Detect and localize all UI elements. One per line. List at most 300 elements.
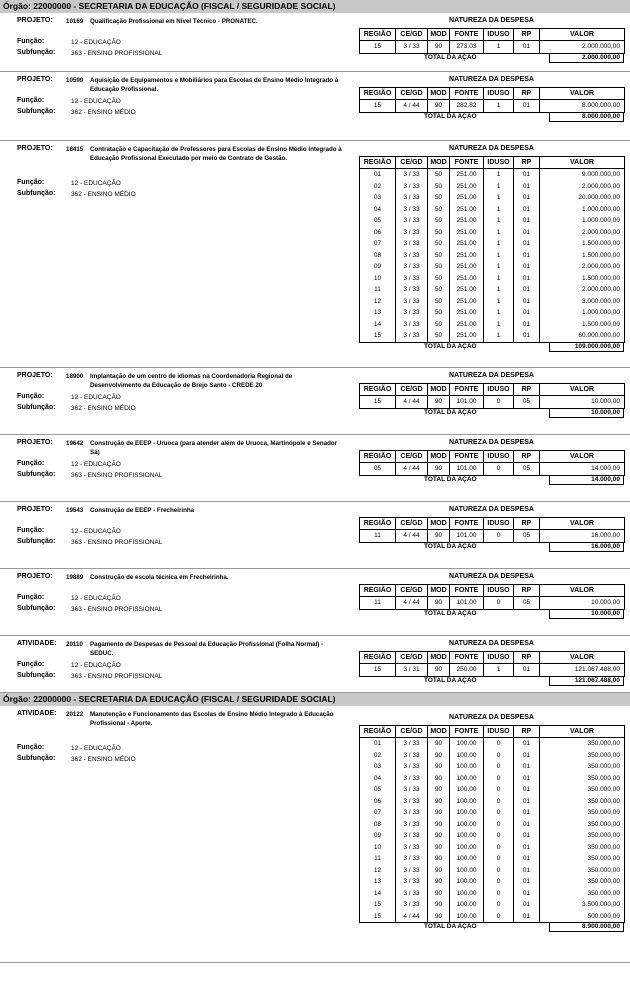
table-cell: 01 xyxy=(514,796,540,808)
table-cell: 251.00 xyxy=(450,169,484,181)
table-cell: 90 xyxy=(428,853,450,865)
table-cell: 10.000,00 xyxy=(540,396,625,409)
table-cell: 0 xyxy=(484,876,514,888)
table-cell: 90 xyxy=(428,842,450,854)
table-row xyxy=(360,319,625,331)
total-row xyxy=(359,676,624,687)
column-header: REGIÃO xyxy=(360,88,396,100)
funcao-label: Função: xyxy=(17,459,45,467)
table-row xyxy=(360,796,625,808)
action-code: 10599 xyxy=(66,77,84,84)
table-cell: 3 / 33 xyxy=(396,204,428,216)
table-row xyxy=(360,284,625,296)
table-cell: 0 xyxy=(484,911,514,923)
table-cell: 0 xyxy=(484,888,514,900)
table-cell: 90 xyxy=(428,807,450,819)
table-cell: 1 xyxy=(484,250,514,262)
table-cell: 100.00 xyxy=(450,819,484,831)
table-cell: 90 xyxy=(428,664,450,677)
column-header: REGIÃO xyxy=(360,518,396,530)
total-label: TOTAL DA AÇÃO xyxy=(424,923,477,930)
total-label: TOTAL DA AÇÃO xyxy=(424,342,477,350)
table-cell: 100.00 xyxy=(450,807,484,819)
action-kind: ATIVIDADE: xyxy=(17,710,57,717)
table-row xyxy=(360,761,625,773)
table-row xyxy=(360,597,625,610)
table-cell: 90 xyxy=(428,761,450,773)
column-header: VALOR xyxy=(540,585,625,597)
table-cell: 350.000,00 xyxy=(540,784,625,796)
total-label: TOTAL DA AÇÃO xyxy=(424,475,477,483)
table-cell: 3 / 33 xyxy=(396,181,428,193)
table-row xyxy=(360,784,625,796)
table-cell: 1 xyxy=(484,330,514,342)
table-cell: 02 xyxy=(360,181,396,193)
table-cell: 90 xyxy=(428,830,450,842)
table-cell: 3 / 33 xyxy=(396,784,428,796)
funcao-value: 12 - EDUCAÇÃO xyxy=(71,97,121,105)
total-row xyxy=(359,342,624,353)
column-header: CE/GD xyxy=(396,518,428,530)
table-cell: 3 / 33 xyxy=(396,215,428,227)
natureza-title: NATUREZA DA DESPESA xyxy=(449,506,534,513)
table-cell: 1 xyxy=(484,215,514,227)
table-cell: 90 xyxy=(428,899,450,911)
table-cell: 90 xyxy=(428,911,450,923)
table-cell: 03 xyxy=(360,761,396,773)
table-row xyxy=(360,842,625,854)
funcao-label: Função: xyxy=(17,660,45,668)
table-cell: 4 / 44 xyxy=(396,100,428,113)
table-cell: 3 / 33 xyxy=(396,319,428,331)
column-header: MOD xyxy=(428,88,450,100)
table-cell: 50 xyxy=(428,330,450,342)
table-cell: 100.00 xyxy=(450,899,484,911)
natureza-title: NATUREZA DA DESPESA xyxy=(449,145,534,152)
table-cell: 350.000,00 xyxy=(540,773,625,785)
action-section xyxy=(0,141,630,368)
table-cell: 90 xyxy=(428,100,450,113)
column-header: FONTE xyxy=(450,652,484,664)
table-cell: 4 / 44 xyxy=(396,396,428,409)
table-cell: 90 xyxy=(428,784,450,796)
action-section xyxy=(0,636,630,693)
subfuncao-value: 363 - ENSINO PROFISSIONAL xyxy=(71,49,163,57)
table-cell: 3 / 33 xyxy=(396,261,428,273)
table-cell: 3 / 31 xyxy=(396,664,428,677)
table-row xyxy=(360,192,625,204)
table-cell: 11 xyxy=(360,530,396,543)
funcao-value: 12 - EDUCAÇÃO xyxy=(71,180,121,187)
table-cell: 1.000.000,00 xyxy=(540,307,625,319)
natureza-title: NATUREZA DA DESPESA xyxy=(449,439,534,446)
table-cell: 250.00 xyxy=(450,664,484,677)
action-code: 18415 xyxy=(66,146,84,153)
expense-table xyxy=(359,651,625,677)
table-cell: 05 xyxy=(514,463,540,476)
total-row xyxy=(359,609,624,620)
table-row xyxy=(360,750,625,762)
table-cell: 3.000.000,00 xyxy=(540,296,625,308)
table-cell: 3 / 33 xyxy=(396,807,428,819)
action-code: 10169 xyxy=(66,18,84,25)
column-header: CE/GD xyxy=(396,726,428,738)
table-cell: 0 xyxy=(484,819,514,831)
table-cell: 251.00 xyxy=(450,284,484,296)
column-header: REGIÃO xyxy=(360,726,396,738)
funcao-value: 12 - EDUCAÇÃO xyxy=(71,745,121,752)
table-cell: 15 xyxy=(360,330,396,342)
table-cell: 01 xyxy=(514,761,540,773)
action-section xyxy=(0,435,630,502)
action-description: Pagamento de Despesas de Pessoal da Educação Profissional (Folha Normal) - SEDUC. xyxy=(90,641,324,657)
table-cell: 350.000,00 xyxy=(540,807,625,819)
table-row xyxy=(360,819,625,831)
table-cell: 01 xyxy=(514,750,540,762)
table-cell: 2.000.000,00 xyxy=(540,227,625,239)
table-cell: 100.00 xyxy=(450,750,484,762)
table-cell: 1.000.000,00 xyxy=(540,204,625,216)
column-header: RP xyxy=(514,157,540,169)
total-row xyxy=(359,53,624,64)
table-cell: 3 / 33 xyxy=(396,41,428,54)
table-cell: 50 xyxy=(428,204,450,216)
table-cell: 90 xyxy=(428,750,450,762)
natureza-title: NATUREZA DA DESPESA xyxy=(449,372,534,379)
action-section xyxy=(0,13,630,72)
table-cell: 90 xyxy=(428,888,450,900)
table-cell: 01 xyxy=(360,738,396,750)
column-header: RP xyxy=(514,88,540,100)
table-cell: 121.067.488,00 xyxy=(540,664,625,677)
column-header: IDUSO xyxy=(484,29,514,41)
table-cell: 01 xyxy=(514,227,540,239)
table-cell: 01 xyxy=(514,250,540,262)
column-header: IDUSO xyxy=(484,157,514,169)
column-header: REGIÃO xyxy=(360,451,396,463)
subfuncao-label: Subfunção: xyxy=(17,537,56,545)
table-cell: 350.000,00 xyxy=(540,750,625,762)
table-cell: 01 xyxy=(514,807,540,819)
table-cell: 1 xyxy=(484,41,514,54)
table-cell: 3 / 33 xyxy=(396,842,428,854)
funcao-value: 12 - EDUCAÇÃO xyxy=(71,393,121,401)
table-cell: 08 xyxy=(360,819,396,831)
total-value: 8.900.000,00 xyxy=(582,923,620,930)
total-label: TOTAL DA AÇÃO xyxy=(424,676,477,684)
table-cell: 3 / 33 xyxy=(396,853,428,865)
total-value: 2.000.000,00 xyxy=(582,53,620,61)
table-cell: 50 xyxy=(428,238,450,250)
table-row xyxy=(360,227,625,239)
column-header: IDUSO xyxy=(484,88,514,100)
subfuncao-label: Subfunção: xyxy=(17,604,56,612)
funcao-value: 12 - EDUCAÇÃO xyxy=(71,38,121,46)
table-cell: 3 / 33 xyxy=(396,830,428,842)
table-cell: 0 xyxy=(484,773,514,785)
table-cell: 01 xyxy=(514,888,540,900)
table-row xyxy=(360,100,625,113)
column-header: RP xyxy=(514,29,540,41)
table-cell: 10 xyxy=(360,273,396,285)
table-cell: 1 xyxy=(484,664,514,677)
table-row xyxy=(360,664,625,677)
table-cell: 16.000,00 xyxy=(540,530,625,543)
table-cell: 15 xyxy=(360,396,396,409)
action-section xyxy=(0,72,630,141)
table-cell: 3 / 33 xyxy=(396,899,428,911)
subfuncao-value: 362 - ENSINO MÉDIO xyxy=(71,108,136,116)
table-cell: 01 xyxy=(514,215,540,227)
table-cell: 1 xyxy=(484,261,514,273)
subfuncao-value: 362 - ENSINO MÉDIO xyxy=(71,756,136,763)
table-cell: 1 xyxy=(484,169,514,181)
table-cell: 100.00 xyxy=(450,784,484,796)
table-cell: 3 / 33 xyxy=(396,761,428,773)
table-cell: 50 xyxy=(428,215,450,227)
table-cell: 90 xyxy=(428,773,450,785)
table-row xyxy=(360,876,625,888)
table-cell: 12 xyxy=(360,865,396,877)
subfuncao-value: 362 - ENSINO MÉDIO xyxy=(71,404,136,412)
table-cell: 3 / 33 xyxy=(396,888,428,900)
table-cell: 07 xyxy=(360,807,396,819)
expense-table xyxy=(359,383,625,409)
column-header: IDUSO xyxy=(484,518,514,530)
column-header: RP xyxy=(514,451,540,463)
table-cell: 50 xyxy=(428,319,450,331)
table-cell: 9.000.000,00 xyxy=(540,169,625,181)
column-header: FONTE xyxy=(450,384,484,396)
table-cell: 101.00 xyxy=(450,597,484,610)
table-cell: 13 xyxy=(360,876,396,888)
natureza-title: NATUREZA DA DESPESA xyxy=(449,714,534,721)
orgao-header: Órgão: 22000000 - SECRETARIA DA EDUCAÇÃO (FISCAL / SEGURIDADE SOCIAL) xyxy=(0,0,630,13)
table-cell: 90 xyxy=(428,396,450,409)
table-cell: 01 xyxy=(514,911,540,923)
table-row xyxy=(360,330,625,342)
funcao-label: Função: xyxy=(17,96,45,104)
table-cell: 0 xyxy=(484,807,514,819)
table-row xyxy=(360,169,625,181)
table-cell: 04 xyxy=(360,204,396,216)
table-cell: 350.000,00 xyxy=(540,842,625,854)
table-cell: 100.00 xyxy=(450,773,484,785)
table-cell: 15 xyxy=(360,664,396,677)
column-header: IDUSO xyxy=(484,384,514,396)
column-header: MOD xyxy=(428,157,450,169)
table-cell: 01 xyxy=(514,330,540,342)
table-cell: 8.000.000,00 xyxy=(540,100,625,113)
table-cell: 01 xyxy=(514,192,540,204)
column-header: FONTE xyxy=(450,88,484,100)
expense-table xyxy=(359,517,625,543)
table-cell: 05 xyxy=(360,463,396,476)
action-code: 20122 xyxy=(66,711,84,718)
column-header: FONTE xyxy=(450,451,484,463)
table-cell: 273.03 xyxy=(450,41,484,54)
table-cell: 350.000,00 xyxy=(540,796,625,808)
column-header: VALOR xyxy=(540,88,625,100)
subfuncao-value: 363 - ENSINO PROFISSIONAL xyxy=(71,538,163,546)
column-header: VALOR xyxy=(540,652,625,664)
column-header: RP xyxy=(514,585,540,597)
table-cell: 0 xyxy=(484,796,514,808)
action-section xyxy=(0,502,630,569)
column-header: RP xyxy=(514,652,540,664)
table-cell: 0 xyxy=(484,750,514,762)
table-cell: 3 / 33 xyxy=(396,238,428,250)
subfuncao-value: 362 - ENSINO MÉDIO xyxy=(71,191,136,198)
table-cell: 50 xyxy=(428,273,450,285)
table-cell: 01 xyxy=(514,773,540,785)
action-kind: PROJETO: xyxy=(17,573,53,580)
table-cell: 100.00 xyxy=(450,876,484,888)
table-cell: 1.500.000,00 xyxy=(540,250,625,262)
table-cell: 0 xyxy=(484,761,514,773)
expense-table xyxy=(359,584,625,610)
table-cell: 14 xyxy=(360,888,396,900)
table-cell: 01 xyxy=(514,738,540,750)
table-cell: 3 / 33 xyxy=(396,307,428,319)
table-cell: 4 / 44 xyxy=(396,530,428,543)
table-cell: 350.000,00 xyxy=(540,738,625,750)
table-cell: 10 xyxy=(360,842,396,854)
table-cell: 50 xyxy=(428,284,450,296)
table-cell: 90 xyxy=(428,796,450,808)
total-value: 16.000,00 xyxy=(591,542,620,550)
table-cell: 1.000.000,00 xyxy=(540,215,625,227)
table-cell: 350.000,00 xyxy=(540,888,625,900)
table-row xyxy=(360,463,625,476)
table-cell: 01 xyxy=(514,181,540,193)
table-cell: 0 xyxy=(484,738,514,750)
column-header: FONTE xyxy=(450,157,484,169)
table-cell: 100.00 xyxy=(450,865,484,877)
total-value: 109.000.000,00 xyxy=(574,342,620,350)
table-cell: 3.500.000,00 xyxy=(540,899,625,911)
table-cell: 3 / 33 xyxy=(396,330,428,342)
table-row xyxy=(360,181,625,193)
total-label: TOTAL DA AÇÃO xyxy=(424,609,477,617)
natureza-title: NATUREZA DA DESPESA xyxy=(449,573,534,580)
expense-table xyxy=(359,87,625,113)
table-cell: 03 xyxy=(360,192,396,204)
subfuncao-label: Subfunção: xyxy=(17,107,56,115)
table-cell: 100.00 xyxy=(450,888,484,900)
table-cell: 15 xyxy=(360,100,396,113)
action-description: Qualificação Profissional em Nível Técnico - PRONATEC. xyxy=(90,18,258,25)
funcao-value: 12 - EDUCAÇÃO xyxy=(71,661,121,669)
table-cell: 3 / 33 xyxy=(396,296,428,308)
table-row xyxy=(360,215,625,227)
table-cell: 90 xyxy=(428,463,450,476)
table-cell: 50 xyxy=(428,296,450,308)
total-label: TOTAL DA AÇÃO xyxy=(424,408,477,416)
column-header: RP xyxy=(514,726,540,738)
action-section xyxy=(0,368,630,435)
funcao-value: 12 - EDUCAÇÃO xyxy=(71,527,121,535)
table-cell: 350.000,00 xyxy=(540,819,625,831)
total-label: TOTAL DA AÇÃO xyxy=(424,542,477,550)
funcao-label: Função: xyxy=(17,593,45,601)
table-cell: 01 xyxy=(514,319,540,331)
subfuncao-value: 363 - ENSINO PROFISSIONAL xyxy=(71,605,163,613)
table-cell: 251.00 xyxy=(450,296,484,308)
table-cell: 05 xyxy=(360,215,396,227)
table-cell: 14.000,00 xyxy=(540,463,625,476)
table-cell: 350.000,00 xyxy=(540,853,625,865)
natureza-title: NATUREZA DA DESPESA xyxy=(449,640,534,647)
table-cell: 01 xyxy=(514,273,540,285)
table-cell: 01 xyxy=(514,169,540,181)
table-cell: 0 xyxy=(484,899,514,911)
subfuncao-label: Subfunção: xyxy=(17,470,56,478)
column-header: CE/GD xyxy=(396,29,428,41)
expense-table xyxy=(359,450,625,476)
expense-table xyxy=(359,28,625,54)
total-value: 8.000.000,00 xyxy=(582,112,620,120)
table-cell: 01 xyxy=(514,830,540,842)
table-cell: 350.000,00 xyxy=(540,865,625,877)
table-cell: 100.00 xyxy=(450,842,484,854)
table-row xyxy=(360,899,625,911)
table-cell: 1 xyxy=(484,227,514,239)
table-cell: 01 xyxy=(514,899,540,911)
action-kind: PROJETO: xyxy=(17,439,53,446)
table-row xyxy=(360,250,625,262)
funcao-value: 12 - EDUCAÇÃO xyxy=(71,460,121,468)
action-code: 19543 xyxy=(66,507,84,514)
column-header: VALOR xyxy=(540,518,625,530)
table-row xyxy=(360,204,625,216)
table-cell: 3 / 33 xyxy=(396,273,428,285)
table-row xyxy=(360,773,625,785)
action-section xyxy=(0,569,630,636)
table-cell: 251.00 xyxy=(450,227,484,239)
table-row xyxy=(360,273,625,285)
table-cell: 20.000.000,00 xyxy=(540,192,625,204)
subfuncao-label: Subfunção: xyxy=(17,48,56,56)
table-cell: 01 xyxy=(514,865,540,877)
column-header: MOD xyxy=(428,384,450,396)
table-cell: 3 / 33 xyxy=(396,250,428,262)
column-header: RP xyxy=(514,384,540,396)
action-kind: PROJETO: xyxy=(17,145,53,152)
table-cell: 0 xyxy=(484,597,514,610)
column-header: CE/GD xyxy=(396,157,428,169)
table-cell: 100.00 xyxy=(450,761,484,773)
table-cell: 4 / 44 xyxy=(396,463,428,476)
table-cell: 90 xyxy=(428,41,450,54)
funcao-label: Função: xyxy=(17,392,45,400)
table-cell: 01 xyxy=(514,819,540,831)
table-cell: 2.000.000,00 xyxy=(540,261,625,273)
column-header: IDUSO xyxy=(484,726,514,738)
table-cell: 3 / 33 xyxy=(396,750,428,762)
table-cell: 05 xyxy=(514,530,540,543)
table-cell: 05 xyxy=(514,396,540,409)
expense-table xyxy=(359,725,625,923)
table-cell: 1 xyxy=(484,100,514,113)
table-cell: 0 xyxy=(484,830,514,842)
column-header: MOD xyxy=(428,29,450,41)
total-value: 14.000,00 xyxy=(591,475,620,483)
table-cell: 90 xyxy=(428,819,450,831)
column-header: MOD xyxy=(428,652,450,664)
table-cell: 101.00 xyxy=(450,530,484,543)
column-header: FONTE xyxy=(450,518,484,530)
